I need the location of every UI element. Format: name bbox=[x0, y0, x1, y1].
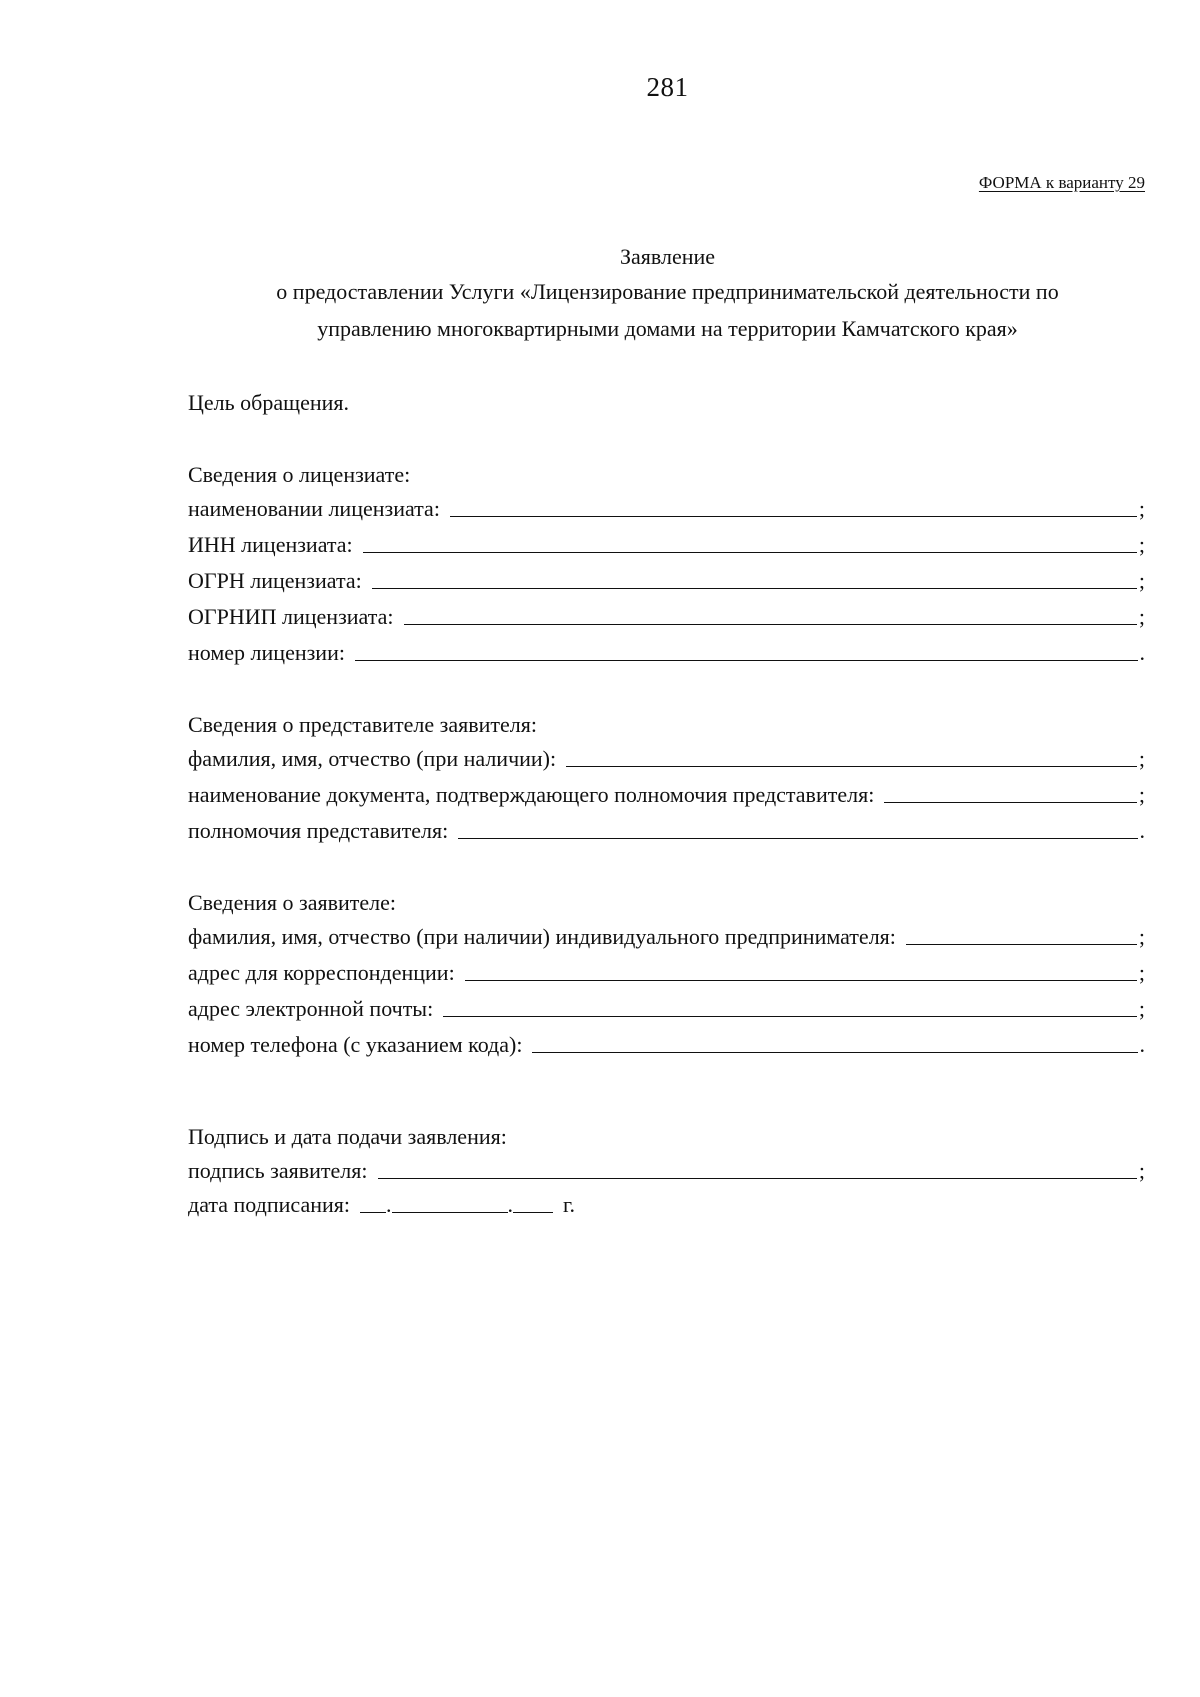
applicant-signature-field[interactable] bbox=[188, 1156, 1145, 1184]
fill-line[interactable] bbox=[404, 624, 1137, 625]
field-label: номер лицензии: bbox=[188, 640, 345, 665]
date-year-blank[interactable] bbox=[513, 1212, 553, 1213]
field-terminator: ; bbox=[1138, 496, 1145, 521]
purpose-heading: Цель обращения. bbox=[188, 390, 349, 415]
field-terminator: . bbox=[1139, 818, 1145, 843]
field-label: ОГРН лицензиата: bbox=[188, 568, 362, 593]
date-label: дата подписания: bbox=[188, 1192, 350, 1217]
applicant-email-field[interactable] bbox=[188, 994, 1145, 1022]
date-year-suffix: г. bbox=[563, 1192, 576, 1217]
representative-authority-field[interactable] bbox=[188, 816, 1145, 844]
field-label: наименование документа, подтверждающего полномочия представителя: bbox=[188, 782, 875, 807]
licensee-name-field[interactable] bbox=[188, 494, 1145, 522]
field-terminator: ; bbox=[1138, 960, 1145, 985]
field-terminator: ; bbox=[1138, 782, 1145, 807]
date-separator: . bbox=[507, 1192, 513, 1217]
field-label: подпись заявителя: bbox=[188, 1158, 368, 1183]
field-label: фамилия, имя, отчество (при наличии) индивидуального предпринимателя: bbox=[188, 924, 896, 949]
licensee-ogrnip-field[interactable] bbox=[188, 602, 1145, 630]
fill-line[interactable] bbox=[458, 838, 1137, 839]
fill-line[interactable] bbox=[906, 944, 1137, 945]
field-label: ИНН лицензиата: bbox=[188, 532, 353, 557]
fill-line[interactable] bbox=[372, 588, 1137, 589]
signing-date-field[interactable] bbox=[188, 1192, 575, 1218]
signature-heading: Подпись и дата подачи заявления: bbox=[188, 1124, 507, 1149]
fill-line[interactable] bbox=[465, 980, 1137, 981]
fill-line[interactable] bbox=[450, 516, 1137, 517]
fill-line[interactable] bbox=[378, 1178, 1137, 1179]
page-number: 281 bbox=[646, 72, 689, 102]
fill-line[interactable] bbox=[884, 802, 1137, 803]
licensee-inn-field[interactable] bbox=[188, 530, 1145, 558]
field-label: адрес электронной почты: bbox=[188, 996, 434, 1021]
field-label: наименовании лицензиата: bbox=[188, 496, 440, 521]
licensee-heading: Сведения о лицензиате: bbox=[188, 462, 411, 487]
license-number-field[interactable] bbox=[188, 638, 1145, 666]
field-terminator: ; bbox=[1138, 604, 1145, 629]
fill-line[interactable] bbox=[355, 660, 1138, 661]
fill-line[interactable] bbox=[443, 1016, 1137, 1017]
field-label: номер телефона (с указанием кода): bbox=[188, 1032, 523, 1057]
fill-line[interactable] bbox=[532, 1052, 1137, 1053]
licensee-ogrn-field[interactable] bbox=[188, 566, 1145, 594]
representative-fullname-field[interactable] bbox=[188, 744, 1145, 772]
field-terminator: . bbox=[1139, 1032, 1145, 1057]
date-separator: . bbox=[386, 1192, 392, 1217]
field-terminator: ; bbox=[1138, 746, 1145, 771]
document-title: Заявление bbox=[619, 244, 716, 269]
document-subtitle-line-2: управлению многоквартирными домами на территории Камчатского края» bbox=[317, 316, 1018, 341]
field-terminator: ; bbox=[1138, 924, 1145, 949]
representative-document-field[interactable] bbox=[188, 780, 1145, 808]
fill-line[interactable] bbox=[363, 552, 1137, 553]
field-terminator: . bbox=[1139, 640, 1145, 665]
document-subtitle-line-1: о предоставлении Услуги «Лицензирование предпринимательской деятельности по bbox=[276, 279, 1059, 304]
applicant-address-field[interactable] bbox=[188, 958, 1145, 986]
field-label: полномочия представителя: bbox=[188, 818, 449, 843]
field-terminator: ; bbox=[1138, 568, 1145, 593]
date-month-blank[interactable] bbox=[392, 1212, 508, 1213]
applicant-fullname-field[interactable] bbox=[188, 922, 1145, 950]
field-terminator: ; bbox=[1138, 1158, 1145, 1183]
field-terminator: ; bbox=[1138, 532, 1145, 557]
applicant-heading: Сведения о заявителе: bbox=[188, 890, 397, 915]
field-terminator: ; bbox=[1138, 996, 1145, 1021]
fill-line[interactable] bbox=[566, 766, 1137, 767]
field-label: адрес для корреспонденции: bbox=[188, 960, 455, 985]
date-day-blank[interactable] bbox=[360, 1212, 386, 1213]
field-label: ОГРНИП лицензиата: bbox=[188, 604, 394, 629]
form-reference: ФОРМА к варианту 29 bbox=[978, 173, 1145, 192]
field-label: фамилия, имя, отчество (при наличии): bbox=[188, 746, 557, 771]
representative-heading: Сведения о представителе заявителя: bbox=[188, 712, 537, 737]
applicant-phone-field[interactable] bbox=[188, 1030, 1145, 1058]
